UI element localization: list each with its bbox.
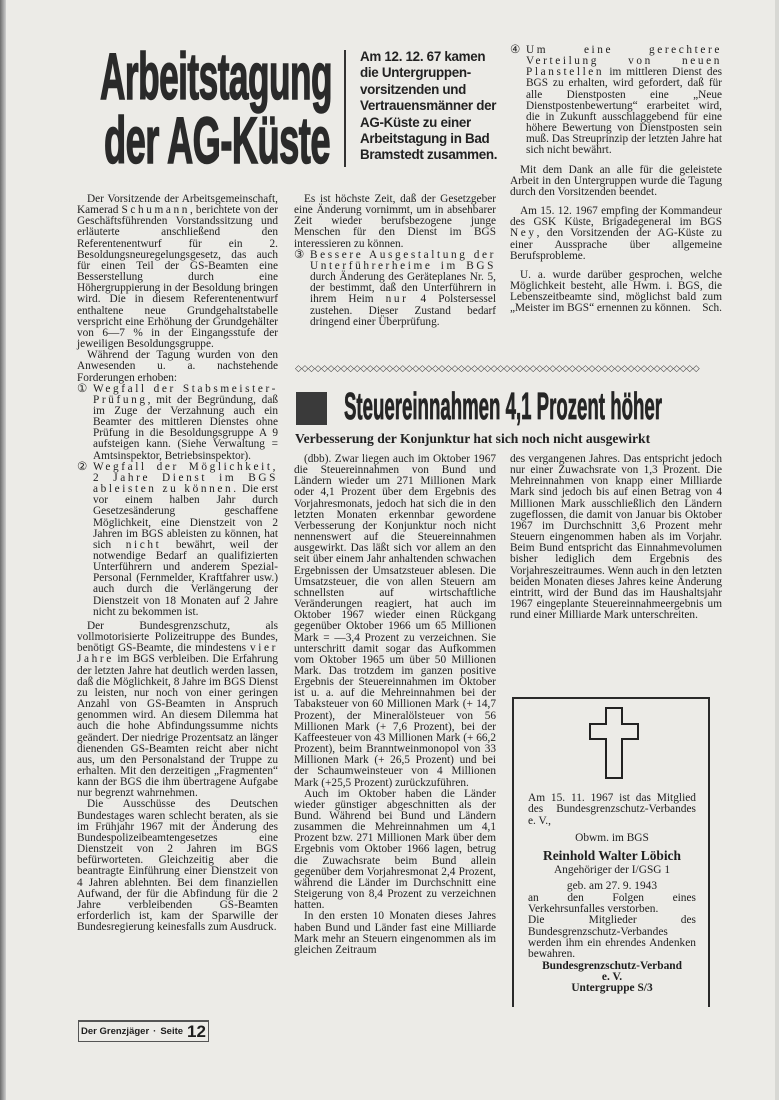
paragraph [510,206,722,262]
spaced-emphasis: Wegfall der Stabsmeister-Prüfung [93,382,278,406]
paragraph [510,270,722,315]
article1-column-1 [77,194,278,933]
item-number: ③ [294,248,305,261]
article1-subhead: Am 12. 12. 67 kamen die Untergruppen-vorsitzenden und Vertrauensmänner der AG-Küste zu einer Arbeitstagung in Bad Bramstedt zusammen. [360,49,498,163]
demand-item-3 [294,250,496,328]
paragraph [77,194,278,350]
paragraph: (dbb). Zwar liegen auch im Oktober 1967 die Steuereinnahmen von Bund und Ländern wieder um 271 Millionen Mark oder 4,1 Prozent über dem Ergebnis des Vorjahresmonats, jedoch hat sich die in den letzten Monaten erkennbar gewordene Verbesserung der Konjunktur noch nicht nennenswert auf die Steuereinnahmen ausgewirkt. Das läßt sich vor allem an den seit über einem Jahr anhaltenden schwachen Ergebnissen der Umsatzsteuer ablesen. Die Umsatzsteuer, die von allen Steuern am schnellsten auf wirtschaftliche Veränderungen reagiert, hat auch im Oktober 1967 wieder einen Rückgang gegenüber Oktober 1966 um 65 Millionen Mark = —3,4 Prozent zu verzeichnen. Sie unterschritt damit sogar das Aufkommen vom Oktober 1965 um über 50 Millionen Mark. Das trotzdem im ganzen positive Ergebnis der Steuereinnahmen im Oktober ist u. a. auf die Mehreinnahmen bei der Tabaksteuer von 60 Millionen Mark (+ 14,7 Prozent), der Mineralölsteuer von 56 Millionen Mark (+ 7,6 Prozent), bei der Kaffeesteuer von 43 Millionen Mark (+ 66,2 Prozent), beim Branntweinmonopol von 33 Millionen Mark (+ 26,5 Prozent) und bei der Schaumweinsteuer von 4 Millionen Mark (+25,5 Prozent) zurückzuführen. [294,453,496,789]
spaced-emphasis: nicht [125,538,162,551]
headline-block-marker [296,392,327,425]
text-run: 4 Polstersessel zustehen. Dieser Zustand bedarf dringend einer Überprüfung. [310,293,496,328]
text-run: , den Vorsitzenden der AG-Küste zu einer Aussprache über allgemeine Berufsprobleme. [510,227,722,262]
article1-column-2 [294,194,496,328]
text-run: im mittleren Dienst des BGS zu erhalten, wird gefordert, daß für alle Dienstposten eine „Neue Dienstpostenbewertung“ erarbeitet wird, die in Zukunft ausschlaggebend für eine höhere Bewertung von Dienstposten sein muß. Das Streuprinzip der letzten Jahre hat sich nicht bewährt. [526,66,722,157]
spaced-emphasis: nur [385,293,409,306]
paragraph: des vergangenen Jahres. Das entspricht jedoch nur einer Zuwachsrate von 1,3 Prozent. Die Mehreinnahmen von knapp einer Milliarde Mark sind jedoch bis auf einen Betrag von 4 Millionen Mark ausschließlich den Ländern zugeflossen, die damit von Januar bis Oktober 1967 im Durchschnitt 3,6 Prozent mehr Steuern eingenommen haben als im Vorjahr. Beim Bund entspricht das Einnahmevolumen bisher lediglich dem Ergebnis des Vorjahreszeitraumes. Wenn auch in den letzten beiden Monaten dieses Jahres keine Änderung eintritt, wird der Bund das im Haushaltsjahr 1967 eingeplante Steuereinnahmeergebnis um rund einer Milliarde Mark unterschreiten. [510,453,722,622]
obituary-name: Reinhold Walter Löbich [543,848,681,864]
paragraph-text: U. a. wurde darüber gesprochen, welche Möglichkeit besteht, alle Hwm. i. BGS, die Lebenszeitbeamte sind, möglichst bald zum „Meister im BGS“ ernennen zu können. [510,268,722,315]
paragraph: Mit dem Dank an alle für die geleistete Arbeit in den Untergruppen wurde die Tagung durch den Vorsitzenden beendet. [510,163,722,198]
article1-column-3 [510,45,722,314]
article2-column-2 [510,454,722,621]
text-run: Am 15. 12. 1967 empfing der Kommandeur des GSK Küste, Brigadegeneral im BGS [510,205,722,229]
demand-item-1 [77,384,278,462]
text-run: Der Bundesgrenzschutz, als vollmotorisierte Polizeitruppe des Bundes, benötigt GS-Beamte, die mindestens [77,619,278,655]
obituary-unit: Angehöriger der I/GSG 1 [553,864,671,877]
item-number: ④ [510,44,521,56]
paragraph [77,621,278,800]
item-text [526,45,722,157]
item-number: ① [77,382,88,395]
obituary-organization: e. V. [601,970,623,983]
text-run: bewährt, weil der notwendige Bedarf an qualifizierten Unterführern und anderem Spezial-Personal (Fernmelder, Kraftfahrer usw.) auch durch die Verlängerung der Dienstzeit von 18 Monaten auf 2 Jahre nicht zu bekommen ist. [93,538,278,618]
obituary-text [528,793,696,994]
paragraph: Auch im Oktober haben die Länder wieder günstiger abgeschnitten als der Bund. Während bei Bund und Ländern zusammen die Mehreinnahmen um 4,1 Prozent bzw. 271 Millionen Mark über dem Ergebnis vom Oktober 1966 lagen, betrug die Zuwachsrate beim Bund allein gegenüber dem Vorjahresmonat 2,4 Prozent, während die Länder im Durchschnitt eine Steigerung von 8,4 Prozent zu verzeichnen hatten. [294,787,496,912]
article2-column-1 [294,454,496,956]
spaced-emphasis: Wegfall der Möglichkeit, 2 Jahre Dienst im BGS ableisten zu können. [93,460,278,496]
item-text [93,462,278,618]
article2-subhead: Verbesserung der Konjunktur hat sich noch nicht ausgewirkt [295,431,651,446]
text-run: Der Vorsitzende der Arbeitsgemeinschaft, Kamerad [77,193,278,217]
obituary-memorial: Die Mitglieder des Bundesgrenzschutz-Verbandes werden ihm ein ehrendes Andenken bewahren. [528,914,696,961]
paragraph: Die Ausschüsse des Deutschen Bundestages waren schlecht beraten, als sie im Frühjahr 1967 mit der Änderung des Bundespolizeibeamtengesetzes eine Dienstzeit von 2 Jahren im BGS befürworteten. Gleichzeitig aber die beantragte Einführung einer Dienstzeit von 4 Jahren ablehnten. Bei dem finanziellen Aufwand, der für die Abfindung für die 2 Jahre verbleibenden GS-Beamten erforderlich ist, kam der Sparwille der Bundesregierung keinesfalls zum Ausdruck. [77,798,278,934]
scan-edge-right [775,0,779,1100]
obituary-cause: an den Folgen eines Verkehrsunfalles verstorben. [528,891,696,916]
spaced-emphasis: Schumann [121,204,190,217]
page-number: 12 [187,1021,206,1041]
paragraph: In den ersten 10 Monaten dieses Jahres haben Bund und Länder fast eine Milliarde Mark mehr an Steuern eingenommen als im gleichen Zeitraum [294,910,496,956]
item-text [310,250,496,328]
article1-headline [100,39,332,177]
demand-item-2 [77,462,278,618]
item-text [93,384,278,462]
text-run: im BGS verbleiben. Die Erfahrung der letzten Jahre hat deutlich werden lassen, daß die Möglichkeit, 8 Jahre im BGS Dienst zu leisten, nur noch von einer geringen Anzahl von GS-Beamten in Anspruch genommen wird. An diesem Dilemma hat auch die hohe Abfindungssumme nichts geändert. Der niedrige Prozentsatz an länger dienenden GS-Beamten reicht aber nicht aus, um den Personalstand der Truppe zu erhalten. Mit den derzeitigen „Fragmenten“ kann der BGS die ihm übertragene Aufgabe nur begrenzt wahrnehmen. [77,653,278,800]
text-run: durch Änderung des Geräteplanes Nr. 5, der bestimmt, daß den Unterführern in ihrem Heim [310,271,496,306]
text-run: Die erst vor einem halben Jahr durch Gesetzesänderung geschaffene Möglichkeit, eine Dienstzeit von 2 Jahren im BGS ableisten zu können, hat sich [93,483,278,551]
headline-line: Arbeitstagung [100,39,332,113]
footer-separator: · [153,1026,157,1037]
demand-item-4 [510,45,722,157]
text-run: , mit der Begründung, daß im Zuge der Verzahnung auch ein Beamter des mittleren Dienstes ohne Prüfung in die Besoldungsgruppe A 9 aufsteigen kann. (Siehe Verwaltung = Amtsinspektor, Betriebsinspektor). [93,393,278,462]
article2-headline [344,385,662,429]
obituary-organization: Untergruppe S/3 [571,982,653,995]
spaced-emphasis: Ney [510,227,537,240]
spaced-emphasis: vier Jahre [77,642,278,666]
obituary-birthdate: geb. am 27. 9. 1943 [566,880,658,893]
text-run: , berichtete von der Geschäftsführenden Vorstandssitzung und erläuterte anschließend den Referentenentwurf für ein 2. Besoldungsneuregelungsgesetz, das auch für einen Teil der GS-Beamten eine Besserstellung durch eine Höhergruppierung in der Besoldung bringen wird. Die in diesem Referentenentwurf enthaltene neue Grundgehaltstabelle verspricht eine Erhöhung der Grundgehälter von 6—7 % in der Eingangsstufe der jeweiligen Besoldungsgruppe. [77,204,278,351]
paragraph: Es ist höchste Zeit, daß der Gesetzgeber eine Änderung vornimmt, um in absehbarer Zeit wieder berufsbezogene junge Menschen für den Dienst im BGS interessieren zu können. [294,193,496,250]
page-footer [78,1020,209,1042]
author-signature: Sch. [702,302,722,315]
obituary-intro: Am 15. 11. 1967 ist das Mitglied des Bundesgrenzschutz-Verbandes e. V., [528,792,696,827]
obituary-rank: Obwm. im BGS [575,831,649,844]
scan-edge [0,0,6,1100]
cross-icon [588,707,640,779]
obituary-notice [512,697,710,1007]
spaced-emphasis: Um eine gerechtere Verteilung von neuen Planstellen [526,44,722,79]
spaced-emphasis: Bessere Ausgestaltung der Unterführerheime im BGS [310,248,496,272]
item-number: ② [77,460,88,473]
publication-name: Der Grenzjäger [81,1026,150,1037]
headline-text: Steuereinnahmen 4,1 Prozent höher [344,386,662,428]
diamond-divider: ◇◇◇◇◇◇◇◇◇◇◇◇◇◇◇◇◇◇◇◇◇◇◇◇◇◇◇◇◇◇◇◇◇◇◇◇◇◇◇◇◇◇◇◇◇◇◇◇◇◇◇◇◇◇◇◇◇◇◇◇◇◇ [295,364,700,374]
paragraph: Während der Tagung wurden von den Anwesenden u. a. nachstehende Forderungen erhoben: [77,349,278,384]
obituary-organization: Bundesgrenzschutz-Verband [542,959,682,972]
vertical-rule [344,50,346,167]
headline-line: der AG-Küste [104,103,330,177]
page-label: Seite [160,1026,184,1037]
